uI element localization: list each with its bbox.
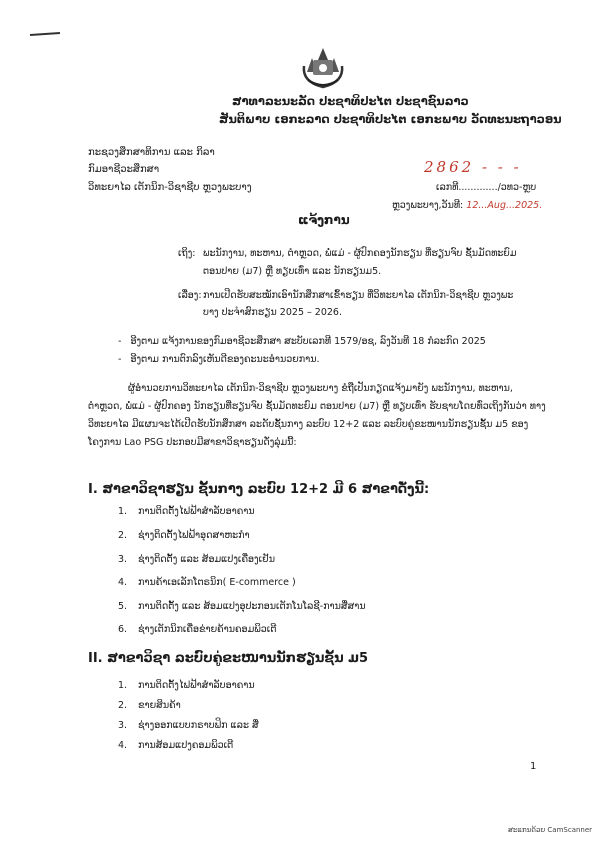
list-item: 3. ຊ່າງຕິດຕັ້ງ ແລະ ສ້ອມແປງເຄື່ອງເຢັນ: [118, 554, 275, 565]
national-emblem-icon: [298, 44, 348, 90]
pen-mark: [30, 32, 60, 36]
list-item: 1. ການຕິດຕັ້ງໄຟຟ້າສຳລັບອາຄານ: [118, 506, 255, 517]
college-name: ວິທະຍາໄລ ເຕັກນິກ-ວິຊາຊີບ ຫຼວງພະບາງ: [88, 182, 252, 193]
list-item: 2. ຊ່າງຕິດຕັ້ງໄຟຟ້າອຸດສາຫະກຳ: [118, 530, 250, 541]
date-prefix: ຫຼວງພະບາງ,ວັນທີ:: [392, 200, 464, 211]
recipients-label: ເຖິງ:: [178, 248, 196, 259]
section-1-heading: I. ສາຂາວິຊາຮຽນ ຊັ້ນກາງ ລະບົບ 12+2 ມີ 6 ສາຂາດັ່ງນີ້:: [88, 482, 430, 497]
list-item: 6. ຊ່າງເຕັກນິກເຄື່ອຂ່າຍຄ້ານຄອມພິວເຕີ: [118, 624, 277, 635]
subject-label: ເລື່ອງ:: [178, 290, 202, 301]
date-value: 12...Aug...2025.: [466, 200, 543, 211]
list-item: 4. ການຄ້າເອເລັກໂຕຣນິກ( E-commerce ): [118, 577, 296, 588]
list-item: 2. ຂາຍສິນຄ້າ: [118, 700, 181, 711]
national-motto: ສັນຕິພາບ ເອກະລາດ ປະຊາທິປະໄຕ ເອກະພາບ ວັດທະນະຖາວອນ: [219, 112, 562, 126]
basis-text: ອີງຕາມ ແຈ້ງການຂອງກົມອາຊີວະສຶກສາ ສະບັບເລກທີ 1579/ອຊ, ລົງວັນທີ 18 ກໍລະກົດ 2025: [130, 336, 486, 347]
bullet-icon: -: [118, 336, 131, 347]
page-number: 1: [530, 761, 537, 772]
recipients-line-2: ຕອນປາຍ (ມ7) ຫຼື ທຽບເທົ່າ ແລະ ນັກຮຽນມ5.: [203, 266, 382, 277]
list-item: 1. ການຕິດຕັ້ງໄຟຟ້າສຳລັບອາຄານ: [118, 680, 255, 691]
document-title: ແຈ້ງການ: [298, 213, 350, 227]
section-2-heading: II. ສາຂາວິຊາ ລະບົບຄູ່ຂະໜານນັກຮຽນຊັ້ນ ມ5: [88, 651, 369, 666]
ministry-name: ກະຊວງສຶກສາທິການ ແລະ ກິລາ: [88, 147, 215, 158]
recipients-line-1: ພະນັກງານ, ທະຫານ, ຕຳຫຼວດ, ພໍ່ແມ່ - ຜູ້ປົກຄອງນັກຮຽນ ທີ່ຮຽນຈົບ ຊັ້ນມັດທະຍົມ: [203, 248, 517, 259]
basis-text: ອີງຕາມ ການຕົກລົງເຫັນດີຂອງຄະນະອຳນວຍການ.: [130, 354, 320, 365]
list-item: 5. ການຕິດຕັ້ງ ແລະ ສ້ອມແປງອຸປະກອນເຕັກໂນໂລຊີ-ການສື່ສານ: [118, 601, 366, 612]
subject-line-1: ການເປີດຮັບສະໝັກເອົານັກສຶກສາເຂົ້າຮຽນ ທີ່ວິທະຍາໄລ ເຕັກນິກ-ວິຊາຊີບ ຫຼວງພະ: [203, 290, 514, 301]
bullet-icon: -: [118, 354, 131, 365]
list-item: 3. ຊ່າງອອກແບບກຣາບຟິກ ແລະ ສື່: [118, 720, 259, 731]
handwritten-reference-number: 2862 - - -: [424, 158, 522, 176]
list-item: 4. ການສ້ອມແປງຄອມພິວເຕີ: [118, 740, 234, 751]
document-date: [392, 200, 542, 211]
republic-name: ສາທາລະນະລັດ ປະຊາທິປະໄຕ ປະຊາຊົນລາວ: [232, 94, 469, 108]
body-paragraph: ຜູ້ອຳນວຍການວິທະຍາໄລ ເຕັກນິກ-ວິຊາຊີບ ຫຼວງພະບາງ ຂໍຖືເປັນກຽດແຈ້ງມາຍັງ ພະນັກງານ, ທະຫານ, ຕຳຫຼວດ, ພໍ່ແມ່ - ຜູ້ປົກຄອງ ນັກຮຽນທີ່ຮຽນຈົບ ຊັ້ນມັດທະຍົມ ຕອນປາຍ (ມ7) ຫຼື ທຽບເທົ່າ ຮັບຊາບໂດຍທົ່ວເຖິງກັນວ່າ ທາງວິທະຍາໄລ ມີແຜນຈະໄດ້ເປີດຮັບນັກສຶກສາ ລະດັບຊັ້ນກາງ ລະບົບ 12+2 ແລະ ລະບົບຄູ່ຂະໜານນັກຮຽນຊັ້ນ ມ5 ຂອງໂຄງການ Lao PSG ປະກອບມີສາຂາວິຊາຮຽນດັ່ງລຸ່ມນີ້:: [88, 383, 546, 448]
basis-item-1: [118, 336, 486, 347]
subject-line-2: ບາງ ປະຈຳສົກຮຽນ 2025 – 2026.: [203, 307, 342, 318]
scanner-watermark: ສະແກນດ້ວຍ CamScanner: [508, 826, 593, 834]
basis-item-2: [118, 354, 320, 365]
department-name: ກົມອາຊີວະສຶກສາ: [88, 164, 160, 175]
reference-number-line: ເລກທີ............./ວທວ-ຫຼບ: [436, 182, 537, 193]
